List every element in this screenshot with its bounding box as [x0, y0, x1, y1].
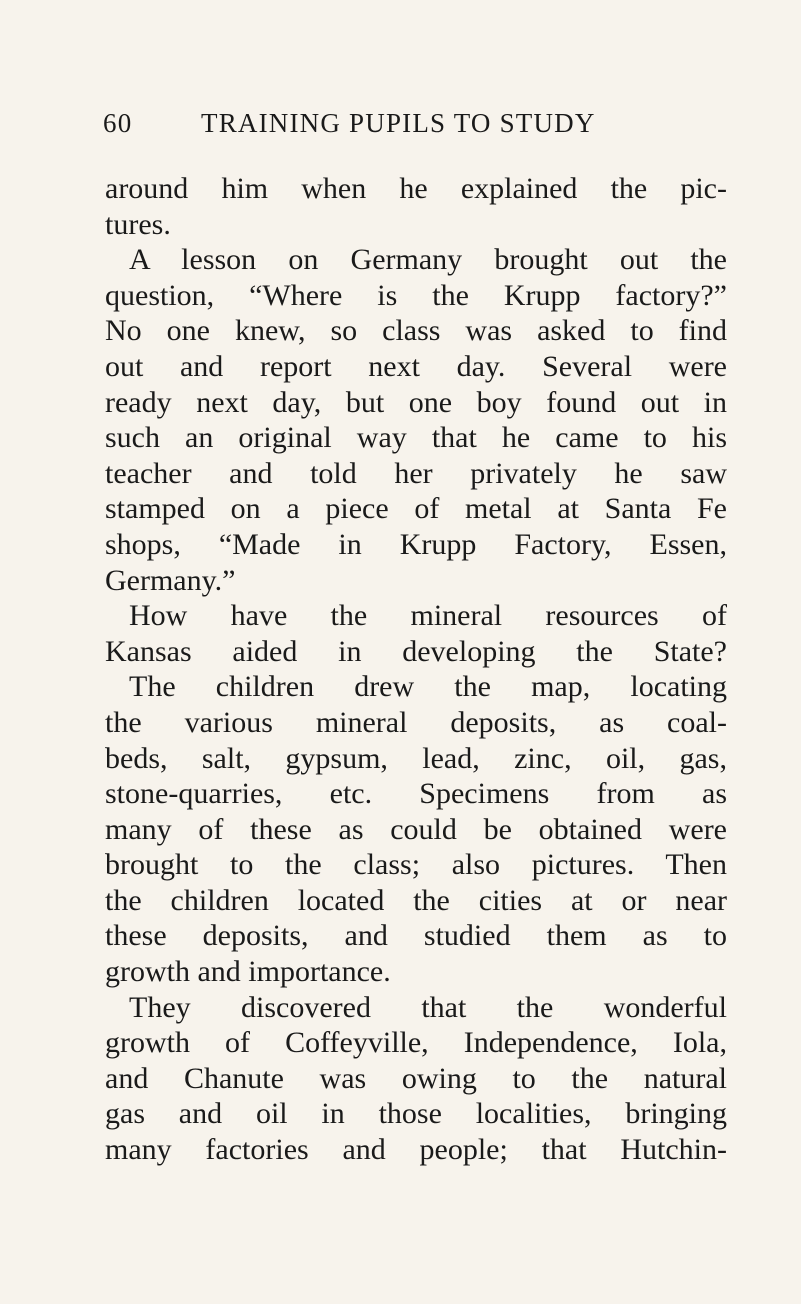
- text-line: question, “Where is the Krupp factory?”: [105, 278, 727, 312]
- text-line: beds, salt, gypsum, lead, zinc, oil, gas,: [105, 741, 727, 775]
- text-line: out and report next day. Several were: [105, 349, 727, 383]
- text-line: such an original way that he came to his: [105, 421, 727, 455]
- text-line: gas and oil in those localities, bringing: [105, 1097, 727, 1131]
- text-line: stamped on a piece of metal at Santa Fe: [105, 492, 727, 526]
- text-line: growth and importance.: [105, 955, 391, 989]
- body-text: [105, 171, 727, 1168]
- text-line: tures.: [105, 207, 171, 241]
- text-line: How have the mineral resources of: [129, 599, 727, 633]
- text-line: stone-quarries, etc. Specimens from as: [105, 777, 727, 811]
- text-line: the children located the cities at or near: [105, 883, 727, 917]
- text-line: around him when he explained the pic-: [105, 172, 727, 205]
- text-line: and Chanute was owing to the natural: [105, 1061, 727, 1095]
- text-line: shops, “Made in Krupp Factory, Essen,: [105, 527, 727, 561]
- text-line: these deposits, and studied them as to: [105, 919, 727, 953]
- text-line: the various mineral deposits, as coal-: [105, 705, 727, 739]
- text-line: The children drew the map, locating: [129, 670, 727, 704]
- running-head: [103, 108, 663, 148]
- text-line: brought to the class; also pictures. Then: [105, 848, 727, 882]
- text-line: many factories and people; that Hutchin-: [105, 1133, 727, 1167]
- text-line: many of these as could be obtained were: [105, 812, 727, 846]
- text-line: Kansas aided in developing the State?: [105, 634, 727, 668]
- text-line: No one knew, so class was asked to find: [105, 314, 727, 348]
- text-line: ready next day, but one boy found out in: [105, 385, 727, 419]
- running-title: TRAINING PUPILS TO STUDY: [201, 108, 596, 138]
- page-number: 60: [103, 108, 133, 138]
- text-line: They discovered that the wonderful: [129, 990, 727, 1024]
- text-line: A lesson on Germany brought out the: [129, 243, 727, 277]
- text-line: growth of Coffeyville, Independence, Iola,: [105, 1026, 727, 1060]
- text-line: Germany.”: [105, 563, 236, 597]
- text-line: teacher and told her privately he saw: [105, 456, 727, 490]
